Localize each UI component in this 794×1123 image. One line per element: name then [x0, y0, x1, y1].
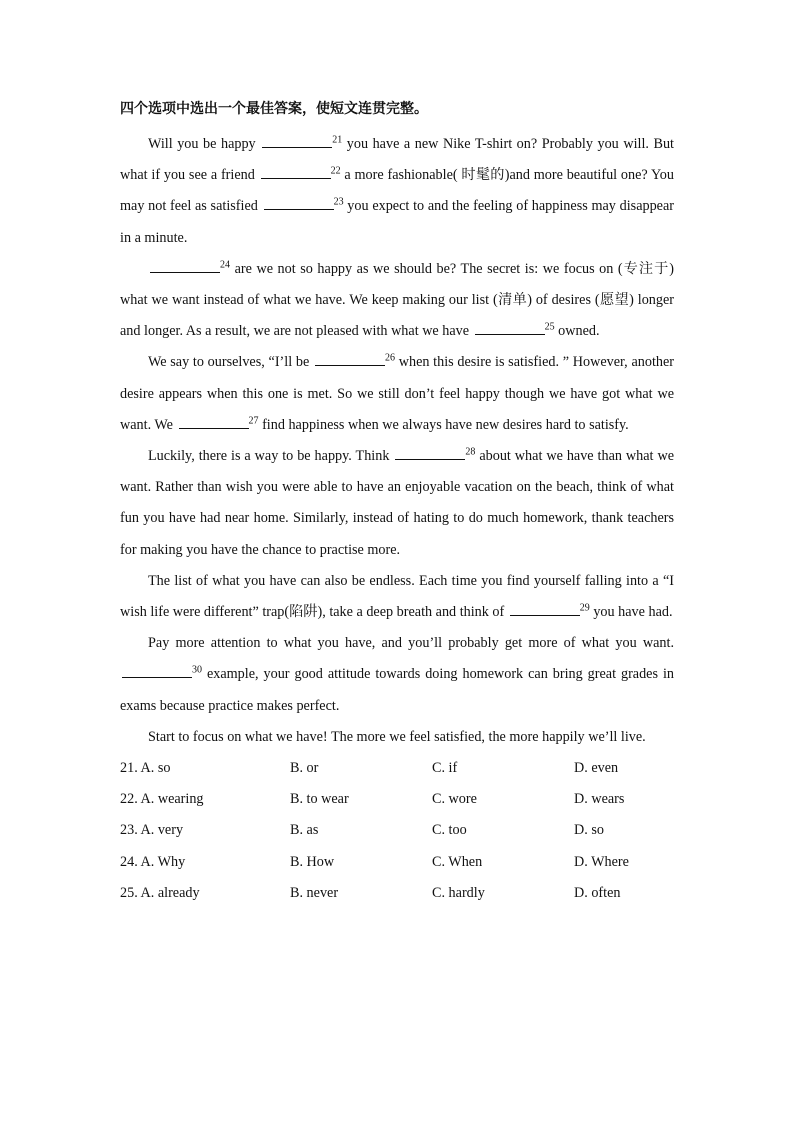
option-d: D. wears: [574, 791, 625, 808]
option-d: D. Where: [574, 853, 629, 870]
option-a: 24. A. Why: [120, 853, 186, 870]
blank-29: [510, 603, 580, 616]
blank-23: [264, 197, 334, 210]
blank-30: [122, 665, 192, 678]
blank-number: 22: [330, 165, 341, 177]
option-a: 21. A. so: [120, 760, 171, 777]
blank-number: 26: [385, 352, 395, 364]
paragraph-7: Start to focus on what we have! The more we feel satisfied, the more happily we’ll live.: [148, 728, 646, 745]
instruction: 四个选项中选出一个最佳答案，使短文连贯完整。: [120, 101, 428, 117]
option-c: C. if: [432, 760, 458, 777]
paragraph-5: The list of what you have can also be endless. Each time you find yourself falling into a “I wish life were different” trap(陷阱), take a deep breath and think of $^{29}$ you have had.: [120, 572, 674, 621]
paragraph-4: Luckily, there is a way to be happy. Think $^{28}$ about what we have than what we want. Rather than wish you were able to have an enjoyable vacation on the beach, think of what fun you have had near home. Similarly, instead of hating to do much homework, thank teachers for making you have the chance to practise more.: [120, 446, 674, 558]
paragraph-1: Will you be happy $^{21}$ you have a new Nike T-shirt on? Probably you will. But what if you see a friend $^{22}$ a more fashionable( 时髦的)and more beautiful one? You may not feel as satisfied $^{23}$ you expect to and the feeling of happiness may disappear in a minute.: [120, 134, 674, 246]
question-22-options: [120, 784, 674, 815]
blank-number: 25: [544, 321, 555, 333]
blank-number: 21: [332, 134, 343, 146]
blank-number: 30: [192, 664, 202, 676]
option-d: D. so: [574, 822, 604, 839]
option-d: D. even: [574, 760, 619, 777]
worksheet-page: [120, 98, 674, 909]
option-a: 25. A. already: [120, 884, 200, 901]
option-c: C. wore: [432, 791, 477, 808]
option-b: B. or: [290, 760, 319, 777]
blank-25: [475, 322, 545, 335]
question-24-options: [120, 847, 674, 878]
blank-27: [179, 416, 249, 429]
blank-22: [261, 166, 331, 179]
blank-number: 24: [220, 259, 230, 271]
option-a: 23. A. very: [120, 822, 184, 839]
option-b: B. to wear: [290, 791, 349, 808]
blank-24: [150, 260, 220, 273]
blank-number: 28: [465, 446, 476, 458]
paragraph-3: We say to ourselves, “I’ll be $^{26}$ when this desire is satisfied. ” However, another desire appears when this one is met. So we still don’t feel happy though we have got what we want. We $^{27}$ find happiness when we always have new desires hard to satisfy.: [120, 352, 674, 433]
blank-number: 29: [579, 602, 590, 614]
option-d: D. often: [574, 884, 621, 901]
blank-number: 27: [248, 415, 259, 427]
question-21-options: [120, 753, 674, 784]
option-b: B. never: [290, 884, 339, 901]
option-b: B. How: [290, 853, 335, 870]
paragraph-6: Pay more attention to what you have, and you’ll probably get more of what you want. $^{30}$ example, your good attitude towards doing homework can bring great grades in exams because practice makes perfect.: [120, 635, 674, 714]
option-c: C. When: [432, 853, 483, 870]
option-c: C. too: [432, 822, 467, 839]
option-c: C. hardly: [432, 884, 485, 901]
answer-options: [120, 753, 674, 909]
option-b: B. as: [290, 822, 319, 839]
blank-26: [315, 353, 385, 366]
blank-28: [395, 447, 465, 460]
question-25-options: [120, 878, 674, 909]
blank-number: 23: [333, 196, 344, 208]
paragraph-2: $^{24}$ are we not so happy as we should be? The secret is: we focus on (专注于) what we want instead of what we have. We keep making our list (清单) of desires (愿望) longer and longer. As a result, we are not pleased with what we have $^{25}$ owned.: [120, 259, 674, 340]
option-a: 22. A. wearing: [120, 791, 204, 808]
blank-21: [262, 135, 332, 148]
question-23-options: [120, 815, 674, 846]
